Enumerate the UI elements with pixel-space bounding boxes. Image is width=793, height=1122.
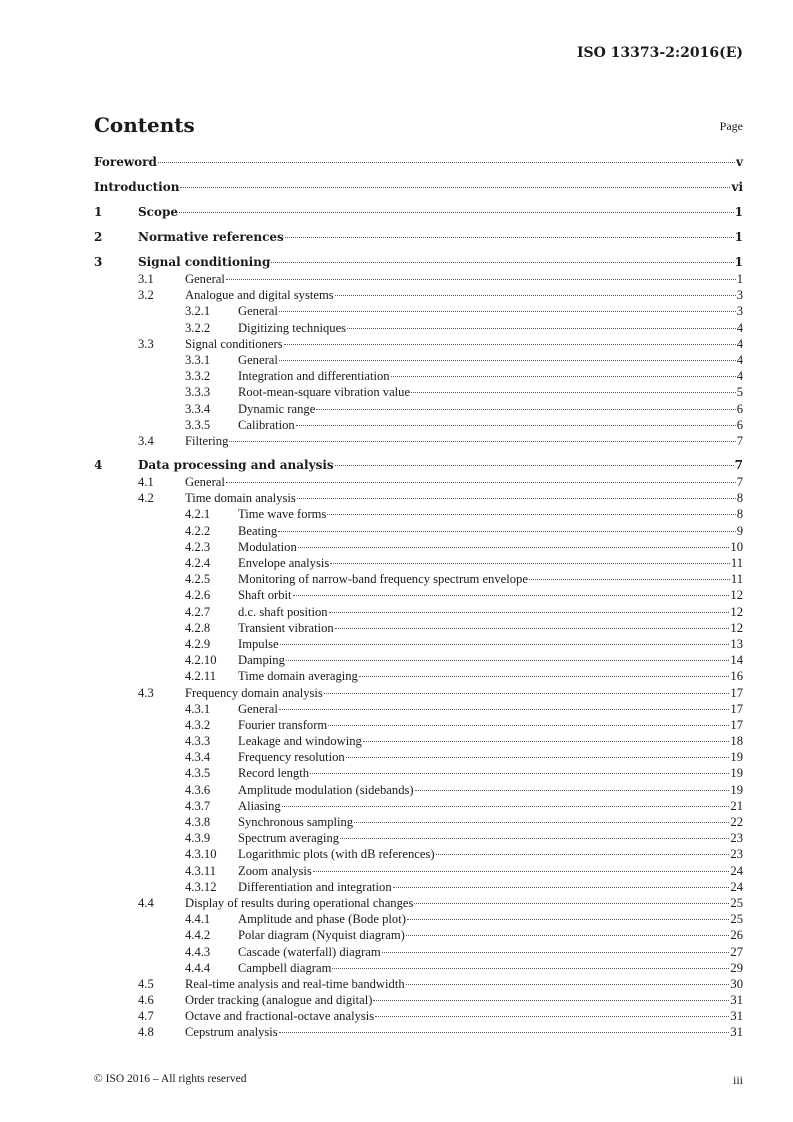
dot-leader	[332, 968, 729, 969]
dot-leader	[158, 162, 735, 163]
toc-entry-page: 8	[736, 507, 743, 522]
toc-entry-title: Zoom analysis	[238, 863, 312, 878]
toc-entry[interactable]	[94, 271, 743, 287]
toc-entry-page: 30	[730, 976, 743, 991]
toc-entry-title: General	[238, 701, 278, 716]
toc-entry-page: 9	[736, 523, 743, 538]
toc-entry[interactable]	[94, 749, 743, 765]
page-title: Contents	[94, 113, 195, 137]
toc-entry[interactable]	[94, 204, 743, 221]
toc-entry-page: 12	[730, 604, 743, 619]
toc-entry-title: Amplitude modulation (sidebands)	[238, 782, 414, 797]
toc-entry[interactable]	[94, 417, 743, 433]
toc-entry-number: 4.2.4	[185, 556, 211, 570]
toc-entry-number: 3.3.3	[185, 385, 211, 400]
toc-entry-page: 6	[736, 417, 743, 432]
toc-entry-number: 2	[94, 230, 103, 244]
toc-entry-title: Dynamic range	[238, 401, 316, 416]
toc-entry[interactable]	[94, 433, 743, 449]
toc-entry-number: 4.4.1	[185, 912, 211, 927]
dot-leader	[391, 376, 736, 377]
toc-entry[interactable]	[94, 523, 743, 539]
dot-leader	[324, 693, 730, 694]
toc-entry-title: Data processing and analysis	[138, 458, 334, 473]
toc-entry-number: 4.3.7	[185, 798, 211, 813]
toc-entry-page: 19	[730, 782, 743, 797]
dot-leader	[347, 328, 736, 329]
toc-entry-title: Real-time analysis and real-time bandwidth	[185, 976, 405, 991]
toc-entry[interactable]	[94, 911, 743, 927]
toc-entry-number: 4.2.5	[185, 572, 211, 587]
toc-entry-title: d.c. shaft position	[238, 604, 328, 619]
toc-entry-title: Time wave forms	[238, 507, 327, 522]
dot-leader	[373, 1000, 729, 1001]
toc-entry-number: 4.3.2	[185, 717, 211, 732]
dot-leader	[179, 212, 734, 213]
dot-leader	[415, 790, 730, 791]
toc-entry[interactable]	[94, 717, 743, 733]
toc-entry-number: 3.3.4	[185, 401, 211, 416]
toc-entry-title: Record length	[238, 766, 309, 781]
toc-entry[interactable]	[94, 685, 743, 701]
toc-entry[interactable]	[94, 733, 743, 749]
dot-leader	[346, 757, 730, 758]
toc-entry-page: 7	[736, 433, 743, 448]
toc-entry-number: 4.3.6	[185, 782, 211, 797]
toc-entry[interactable]	[94, 287, 743, 303]
toc-entry[interactable]	[94, 814, 743, 830]
toc-entry-page: 16	[730, 669, 743, 684]
toc-entry-number: 4.3	[138, 685, 154, 700]
toc-entry[interactable]	[94, 336, 743, 352]
toc-entry[interactable]	[94, 976, 743, 992]
dot-leader	[313, 871, 730, 872]
toc-entry-page: v	[736, 155, 743, 169]
toc-entry-title: Beating	[238, 523, 278, 538]
toc-entry[interactable]	[94, 571, 743, 587]
toc-entry-page: 12	[730, 620, 743, 635]
toc-entry-page: 31	[730, 1009, 743, 1024]
toc-entry-number: 4.4.2	[185, 928, 211, 943]
dot-leader	[359, 676, 730, 677]
dot-leader	[282, 806, 730, 807]
toc-entry-page: 10	[730, 539, 743, 554]
toc-entry[interactable]	[94, 765, 743, 781]
dot-leader	[354, 822, 729, 823]
toc-entry-title: Aliasing	[238, 798, 281, 813]
toc-entry-title: Cepstrum analysis	[185, 1025, 278, 1040]
toc-entry-title: Scope	[138, 205, 179, 219]
toc-entry-number: 4.2.7	[185, 604, 211, 619]
toc-entry-title: Synchronous sampling	[238, 815, 354, 829]
toc-entry[interactable]	[94, 652, 743, 668]
toc-entry-title: Differentiation and integration	[238, 879, 392, 894]
dot-leader	[529, 579, 730, 580]
toc-entry-number: 4.2.10	[185, 653, 217, 668]
toc-entry-title: Octave and fractional-octave analysis	[185, 1009, 375, 1024]
toc-entry-title: General	[238, 352, 278, 367]
footer-copyright: © ISO 2016 – All rights reserved	[94, 1073, 247, 1085]
dot-leader	[327, 514, 735, 515]
toc-entry[interactable]	[94, 474, 743, 490]
toc-entry-page: 7	[734, 458, 743, 473]
toc-entry-number: 4.3.5	[185, 766, 211, 781]
toc-entry-title: Root-mean-square vibration value	[238, 385, 411, 400]
toc-entry-number: 4.2.9	[185, 636, 211, 651]
toc-entry-page: 1	[734, 205, 743, 219]
toc-entry-number: 3.2.2	[185, 320, 211, 335]
toc-entry-number: 4.2.11	[185, 669, 217, 684]
toc-entry[interactable]	[94, 992, 743, 1008]
dot-leader	[335, 295, 736, 296]
toc-entry-page: 24	[730, 863, 743, 878]
dot-leader	[279, 360, 736, 361]
toc-entry-number: 4.4.3	[185, 944, 211, 959]
toc-entry-title: General	[185, 475, 225, 490]
toc-entry-page: 1	[734, 255, 743, 269]
toc-entry-number: 3.4	[138, 433, 154, 448]
toc-entry-number: 3.1	[138, 272, 154, 286]
toc-entry-page: 17	[730, 701, 743, 716]
toc-entry-page: 11	[730, 572, 743, 587]
dot-leader	[271, 262, 733, 263]
toc-entry-number: 4.4	[138, 895, 154, 910]
toc-entry-title: Filtering	[185, 433, 229, 448]
dot-leader	[280, 644, 730, 645]
toc-entry[interactable]	[94, 604, 743, 620]
dot-leader	[335, 465, 734, 466]
toc-entry-number: 1	[94, 205, 103, 219]
dot-leader	[229, 441, 735, 442]
toc-entry-number: 4.3.1	[185, 701, 211, 716]
toc-entry-title: Fourier transform	[238, 717, 328, 732]
toc-entry-title: Impulse	[238, 636, 279, 651]
toc-entry[interactable]	[94, 229, 743, 246]
toc-entry-page: 17	[730, 717, 743, 732]
standard-id: ISO 13373-2:2016(E)	[576, 45, 743, 61]
toc-entry-number: 4.2.3	[185, 539, 211, 554]
dot-leader	[340, 838, 729, 839]
toc-entry[interactable]	[94, 320, 743, 336]
toc-entry-number: 4.2.8	[185, 620, 211, 635]
toc-entry-number: 4.7	[138, 1009, 154, 1024]
dot-leader	[382, 952, 730, 953]
dot-leader	[411, 392, 736, 393]
toc-entry-title: Calibration	[238, 417, 295, 432]
toc-entry-number: 4.3.8	[185, 815, 211, 829]
toc-entry-title: Monitoring of narrow-band frequency spectrum envelope	[238, 572, 528, 587]
toc-entry-page: 4	[736, 320, 743, 335]
toc-entry-page: 27	[730, 944, 743, 959]
toc-entry[interactable]	[94, 352, 743, 368]
toc-entry-title: Amplitude and phase (Bode plot)	[238, 912, 406, 927]
toc-entry-title: General	[238, 304, 278, 319]
dot-leader	[330, 563, 730, 564]
toc-entry-page: 23	[730, 847, 743, 862]
table-of-contents	[94, 154, 743, 1041]
toc-entry-number: 3.3.5	[185, 417, 211, 432]
dot-leader	[393, 887, 730, 888]
dot-leader	[316, 409, 735, 410]
dot-leader	[414, 903, 729, 904]
toc-entry[interactable]	[94, 863, 743, 879]
dot-leader	[293, 595, 730, 596]
toc-entry-page: 31	[730, 1025, 743, 1040]
toc-entry-page: 4	[736, 336, 743, 351]
toc-entry-title: Time domain analysis	[185, 491, 296, 506]
dot-leader	[407, 919, 730, 920]
toc-entry[interactable]	[94, 782, 743, 798]
toc-entry-title: Logarithmic plots (with dB references)	[238, 847, 435, 862]
toc-entry-title: Polar diagram (Nyquist diagram)	[238, 928, 405, 943]
toc-entry-page: 21	[730, 798, 743, 813]
dot-leader	[298, 547, 730, 548]
toc-entry-page: 1	[736, 272, 743, 286]
toc-entry-title: Order tracking (analogue and digital)	[185, 993, 373, 1008]
dot-leader	[406, 935, 730, 936]
toc-entry-page: 26	[730, 928, 743, 943]
toc-entry-page: 22	[730, 815, 743, 829]
toc-entry[interactable]	[94, 506, 743, 522]
toc-entry-number: 4.8	[138, 1025, 154, 1040]
toc-entry-title: Frequency domain analysis	[185, 685, 323, 700]
toc-entry[interactable]	[94, 927, 743, 943]
toc-entry-number: 4.3.3	[185, 734, 211, 749]
toc-entry-title: Modulation	[238, 539, 297, 554]
toc-entry[interactable]	[94, 620, 743, 636]
toc-entry-title: Display of results during operational changes	[185, 895, 414, 910]
toc-entry-page: 13	[730, 636, 743, 651]
toc-entry-page: 11	[730, 556, 743, 570]
dot-leader	[278, 531, 736, 532]
dot-leader	[363, 741, 730, 742]
toc-entry-page: 23	[730, 831, 743, 846]
toc-entry-page: 31	[730, 993, 743, 1008]
dot-leader	[335, 628, 730, 629]
toc-entry-page: 6	[736, 401, 743, 416]
toc-entry[interactable]	[94, 1024, 743, 1040]
toc-entry-page: 4	[736, 369, 743, 384]
toc-entry-title: Signal conditioning	[138, 255, 271, 269]
toc-entry-page: vi	[731, 180, 743, 194]
toc-entry-title: Signal conditioners	[185, 336, 283, 351]
toc-entry-number: 4.6	[138, 993, 154, 1008]
dot-leader	[226, 482, 736, 483]
dot-leader	[180, 187, 730, 188]
toc-entry-title: Spectrum averaging	[238, 831, 340, 846]
toc-entry-number: 4.2.2	[185, 523, 211, 538]
dot-leader	[297, 498, 736, 499]
toc-entry-title: Time domain averaging	[238, 669, 358, 684]
toc-entry-title: Campbell diagram	[238, 960, 332, 975]
toc-entry-title: Damping	[238, 653, 285, 668]
toc-entry-title: Envelope analysis	[238, 556, 330, 570]
toc-entry[interactable]	[94, 668, 743, 684]
dot-leader	[284, 344, 736, 345]
toc-entry-page: 4	[736, 352, 743, 367]
toc-entry-page: 19	[730, 750, 743, 765]
toc-entry-page: 8	[736, 491, 743, 506]
dot-leader	[279, 1032, 730, 1033]
toc-entry[interactable]	[94, 944, 743, 960]
toc-entry-number: 4	[94, 458, 103, 473]
toc-entry-number: 4.3.11	[185, 863, 217, 878]
toc-entry-page: 7	[736, 475, 743, 490]
toc-entry[interactable]	[94, 636, 743, 652]
toc-entry-page: 29	[730, 960, 743, 975]
dot-leader	[328, 725, 729, 726]
toc-entry-title: Frequency resolution	[238, 750, 345, 765]
toc-entry[interactable]	[94, 555, 743, 571]
toc-entry-title: Foreword	[94, 155, 157, 169]
toc-entry-title: Integration and differentiation	[238, 369, 390, 384]
toc-entry[interactable]	[94, 303, 743, 319]
toc-entry[interactable]	[94, 368, 743, 384]
dot-leader	[436, 854, 730, 855]
toc-entry-page: 3	[736, 288, 743, 303]
dot-leader	[285, 237, 734, 238]
footer-page-number: iii	[732, 1073, 743, 1087]
toc-entry[interactable]	[94, 179, 743, 196]
toc-entry-number: 3.2	[138, 288, 154, 303]
toc-entry[interactable]	[94, 587, 743, 603]
toc-entry[interactable]	[94, 701, 743, 717]
dot-leader	[296, 425, 736, 426]
toc-entry[interactable]	[94, 960, 743, 976]
toc-entry[interactable]	[94, 384, 743, 400]
toc-entry[interactable]	[94, 1008, 743, 1024]
toc-entry-number: 4.4.4	[185, 960, 211, 975]
toc-entry[interactable]	[94, 490, 743, 506]
dot-leader	[286, 660, 730, 661]
toc-entry-number: 4.1	[138, 475, 154, 490]
page-column-label: Page	[719, 119, 743, 133]
dot-leader	[279, 311, 736, 312]
toc-entry-number: 3.2.1	[185, 304, 211, 319]
toc-entry[interactable]	[94, 830, 743, 846]
toc-entry-page: 25	[730, 895, 743, 910]
toc-entry[interactable]	[94, 895, 743, 911]
dot-leader	[310, 773, 729, 774]
toc-entry[interactable]	[94, 879, 743, 895]
toc-entry-page: 24	[730, 879, 743, 894]
dot-leader	[406, 984, 730, 985]
toc-entry-number: 4.3.12	[185, 879, 217, 894]
toc-entry-page: 25	[730, 912, 743, 927]
toc-entry-number: 4.3.9	[185, 831, 211, 846]
toc-entry-number: 4.3.4	[185, 750, 211, 765]
toc-entry-page: 1	[734, 230, 743, 244]
toc-entry-number: 4.5	[138, 976, 154, 991]
toc-entry-number: 4.2.1	[185, 507, 211, 522]
toc-entry-number: 3	[94, 255, 103, 269]
toc-entry-page: 12	[730, 588, 743, 603]
toc-entry-title: Normative references	[138, 230, 284, 244]
dot-leader	[279, 709, 730, 710]
dot-leader	[226, 279, 736, 280]
toc-entry-title: Shaft orbit	[238, 588, 292, 603]
toc-entry-title: Digitizing techniques	[238, 320, 347, 335]
toc-entry-number: 3.3	[138, 336, 154, 351]
toc-entry[interactable]	[94, 846, 743, 862]
toc-entry-title: Transient vibration	[238, 620, 334, 635]
toc-entry-page: 14	[730, 653, 743, 668]
dot-leader	[329, 612, 730, 613]
toc-entry-page: 19	[730, 766, 743, 781]
toc-entry-number: 4.2	[138, 491, 154, 506]
toc-entry[interactable]	[94, 457, 743, 474]
toc-entry-number: 3.3.1	[185, 352, 211, 367]
toc-entry-number: 4.2.6	[185, 588, 211, 603]
toc-entry-title: Leakage and windowing	[238, 734, 362, 749]
toc-entry-number: 4.3.10	[185, 847, 217, 862]
toc-entry-title: Introduction	[94, 180, 180, 194]
toc-entry[interactable]	[94, 539, 743, 555]
toc-entry-page: 18	[730, 734, 743, 749]
toc-entry-number: 3.3.2	[185, 369, 211, 384]
toc-entry-title: Analogue and digital systems	[185, 288, 334, 303]
toc-entry-title: Cascade (waterfall) diagram	[238, 944, 381, 959]
toc-entry-page: 5	[736, 385, 743, 400]
toc-entry-page: 3	[736, 304, 743, 319]
toc-entry[interactable]	[94, 401, 743, 417]
toc-entry[interactable]	[94, 154, 743, 171]
toc-entry-title: General	[185, 272, 225, 286]
dot-leader	[375, 1016, 729, 1017]
toc-entry[interactable]	[94, 798, 743, 814]
toc-entry-page: 17	[730, 685, 743, 700]
toc-entry[interactable]	[94, 254, 743, 271]
